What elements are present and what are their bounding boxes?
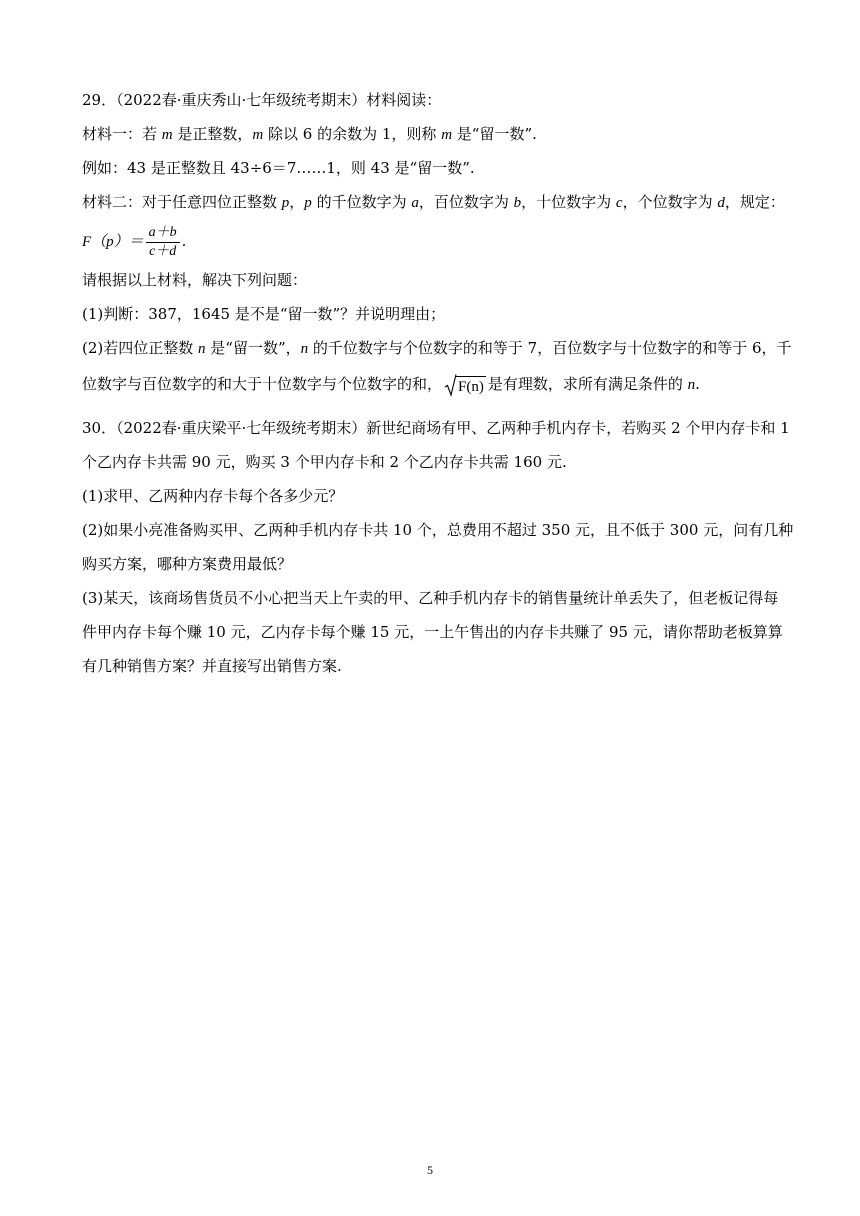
q29-example: 例如：43 是正整数且 43÷6＝7……1，则 43 是“留一数”. — [82, 159, 475, 177]
var-p: p — [304, 195, 312, 211]
text: ，百位数字为 — [418, 193, 514, 211]
q29-part-1: (1)判断：387，1645 是不是“留一数”？并说明理由； — [82, 305, 446, 323]
fraction — [146, 225, 180, 260]
q30-part-3-line-2: 件甲内存卡每个赚 10 元，乙内存卡每个赚 15 元，一上午售出的内存卡共赚了 95 元，请你帮助老板算算 — [82, 623, 783, 641]
text: 材料二：对于任意四位正整数 — [82, 193, 282, 211]
q29-material-one — [82, 124, 537, 145]
q30-part-2-line-1: (2)如果小亮准备购买甲、乙两种手机内存卡共 10 个，总费用不超过 350 元，且不低于 300 元，问有几种 — [82, 521, 794, 539]
text: 是“留一数”， — [205, 339, 301, 357]
fraction-denominator: c＋d — [149, 243, 177, 259]
formula-end: . — [181, 232, 187, 250]
text: ， — [289, 193, 305, 211]
q30-line-2: 个乙内存卡共需 90 元，购买 3 个甲内存卡和 2 个乙内存卡共需 160 元. — [82, 453, 567, 471]
text: ，个位数字为 — [622, 193, 718, 211]
var-c: c — [615, 195, 623, 211]
var-d: d — [717, 195, 725, 211]
q30-part-2-line-2: 购买方案，哪种方案费用最低？ — [82, 555, 293, 573]
q29-header: 29．（2022春·重庆秀山·七年级统考期末）材料阅读： — [82, 91, 442, 109]
q29-instruction: 请根据以上材料，解决下列问题： — [82, 271, 308, 289]
var-m: m — [441, 127, 453, 143]
radical-sign-icon — [444, 374, 457, 397]
text: 是正整数， — [172, 125, 253, 143]
text: ，规定： — [724, 193, 785, 211]
text: . — [695, 375, 700, 393]
var-n: n — [198, 341, 206, 357]
fraction-numerator: a＋b — [146, 225, 180, 243]
q30-part-3-line-1: (3)某天，该商场售货员不小心把当天上午卖的甲、乙种手机内存卡的销售量统计单丢失了，但老板记得每 — [82, 589, 779, 607]
text: 材料一：若 — [82, 125, 162, 143]
var-a: a — [411, 195, 419, 211]
text: 是有理数，求所有满足条件的 — [487, 375, 688, 393]
var-b: b — [513, 195, 522, 211]
sqrt-symbol — [444, 374, 486, 396]
q30-part-3-line-3: 有几种销售方案？并直接写出销售方案. — [82, 657, 342, 675]
sqrt-radicand: F(n) — [456, 376, 486, 397]
text: 的千位数字为 — [311, 193, 412, 211]
text: ，十位数字为 — [521, 193, 616, 211]
text: 除以 6 的余数为 1，则称 — [263, 125, 442, 143]
var-m: m — [161, 127, 173, 143]
formula-lhs: F（p）＝ — [82, 234, 144, 250]
q29-formula — [82, 222, 186, 261]
page-number: 5 — [427, 1163, 433, 1177]
q29-part-2-line-1 — [82, 338, 792, 359]
q29-part-2-line-2 — [82, 372, 700, 397]
var-n: n — [687, 377, 696, 393]
text: 位数字与百位数字的和大于十位数字与个位数字的和， — [82, 375, 443, 393]
var-m: m — [252, 127, 264, 143]
text: 是“留一数”. — [452, 125, 537, 143]
var-n: n — [300, 341, 309, 357]
var-p: p — [281, 195, 290, 211]
text: (2)若四位正整数 — [82, 339, 199, 357]
text: 的千位数字与个位数字的和等于 7，百位数字与十位数字的和等于 6，千 — [308, 339, 792, 357]
q30-part-1: (1)求甲、乙两种内存卡每个各多少元？ — [82, 487, 344, 505]
q30-line-1: 30．（2022春·重庆梁平·七年级统考期末）新世纪商场有甲、乙两种手机内存卡，若购买 2 个甲内存卡和 1 — [82, 419, 790, 437]
q29-material-two — [82, 192, 785, 213]
